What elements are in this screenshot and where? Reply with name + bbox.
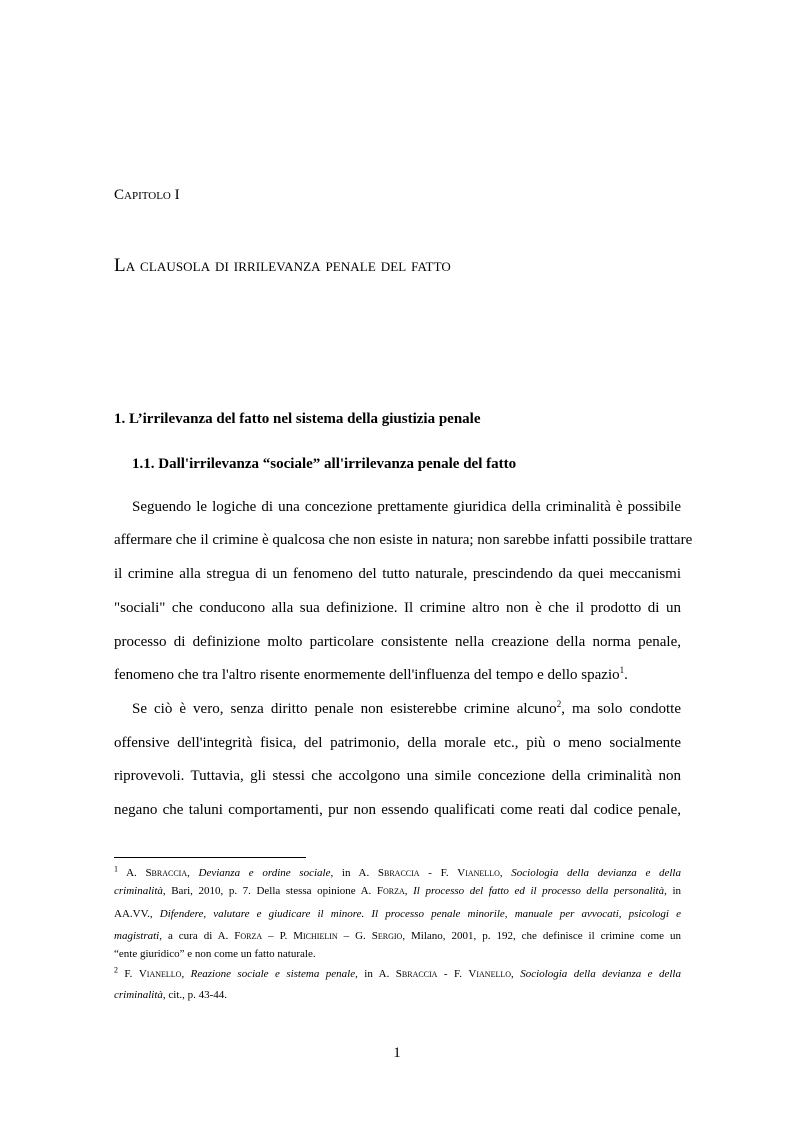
fn1-text: - F. — [419, 867, 458, 879]
footnote-1-line-1 — [114, 866, 681, 880]
paragraph-2-line-1 — [132, 700, 681, 718]
paragraph-2-line-3: riprovevoli. Tuttavia, gli stessi che accolgono una simile concezione della criminalità non — [114, 768, 681, 784]
fn1-author: Sbraccia — [377, 867, 420, 879]
fn2-text: , — [181, 968, 191, 980]
chapter-title: La clausola di irrilevanza penale del fatto — [114, 255, 451, 276]
paragraph-1-line-6-end: . — [624, 667, 628, 683]
fn2-title: criminalità — [114, 989, 163, 1001]
fn1-author: Sergio — [371, 930, 403, 942]
fn1-title: Difendere, valutare e giudicare il minore. Il processo penale minorile, manuale per avvocati, psicologi e — [159, 908, 682, 920]
fn2-text: , — [511, 968, 521, 980]
footnote-ref-1[interactable]: 1 — [619, 665, 625, 675]
fn1-author: Forza — [234, 930, 263, 942]
fn1-author: Vianello — [457, 867, 500, 879]
fn1-title: magistrati — [114, 930, 160, 942]
fn1-title: Devianza e ordine sociale — [198, 867, 331, 879]
fn1-author: Michielin — [293, 930, 338, 942]
fn1-text: , Milano, 2001, p. 192, che definisce il crimine come un — [402, 930, 681, 942]
paragraph-1-line-6 — [114, 666, 681, 684]
section-heading: 1. L’irrilevanza del fatto nel sistema della giustizia penale — [114, 411, 481, 427]
page-number: 1 — [393, 1045, 401, 1061]
footnote-1-line-3 — [114, 907, 681, 921]
footnote-2-number: 2 — [114, 965, 118, 975]
fn2-text: , in A. — [355, 968, 396, 980]
fn1-text: , in A. — [330, 867, 378, 879]
paragraph-2-line-4: negano che taluni comportamenti, pur non essendo qualificati come reati dal codice penale, — [114, 802, 681, 818]
fn2-author: Vianello — [468, 968, 512, 980]
paragraph-1-line-5: processo di definizione molto particolare consistente nella creazione della norma penale, — [114, 634, 681, 650]
fn1-text: , in — [664, 885, 682, 897]
fn1-text: – G. — [337, 930, 372, 942]
paragraph-2-line-1-text: Se ciò è vero, senza diritto penale non esisterebbe crimine alcuno — [132, 701, 557, 717]
paragraph-2-line-1-end: , ma solo condotte — [561, 701, 681, 717]
footnote-2-line-2 — [114, 988, 681, 1002]
paragraph-1-line-1: Seguendo le logiche di una concezione prettamente giuridica della criminalità è possibile — [132, 499, 681, 515]
fn2-title: Reazione sociale e sistema penale — [190, 968, 356, 980]
fn1-text: , — [499, 867, 512, 879]
footnote-ref-2[interactable]: 2 — [556, 699, 562, 709]
fn1-text: , — [404, 885, 414, 897]
footnote-1-line-4 — [114, 929, 681, 943]
footnote-separator — [114, 857, 306, 858]
fn1-text: , a cura di A. — [159, 930, 235, 942]
footnote-1-line-5 — [114, 947, 681, 961]
fn1-text: “ente giuridico” e non come un fatto naturale. — [114, 948, 316, 960]
fn1-text: , — [187, 867, 199, 879]
fn1-text: A. — [118, 867, 146, 879]
fn2-title: Sociologia della devianza e della — [520, 968, 681, 980]
fn1-title: criminalità — [114, 885, 163, 897]
paragraph-2-line-2: offensive dell'integrità fisica, del patrimonio, della morale etc., più o meno socialmente — [114, 735, 681, 751]
paragraph-1-line-6-text: fenomeno che tra l'altro risente enormemente dell'influenza del tempo e dello spazio — [114, 667, 620, 683]
footnote-1-line-2 — [114, 884, 681, 898]
footnote-2-line-1 — [114, 967, 681, 981]
fn1-text: – P. — [262, 930, 294, 942]
fn2-text: F. — [118, 968, 139, 980]
paragraph-1-line-2: affermare che il crimine è qualcosa che non esiste in natura; non sarebbe infatti possibile trattare — [114, 532, 693, 548]
subsection-heading: 1.1. Dall'irrilevanza “sociale” all'irrilevanza penale del fatto — [132, 456, 517, 472]
fn1-title: Il processo del fatto ed il processo della personalità — [413, 885, 665, 897]
paragraph-1-line-4: "sociali" che conducono alla sua definizione. Il crimine altro non è che il prodotto di un — [114, 600, 681, 616]
fn2-author: Vianello — [138, 968, 182, 980]
footnote-1-number: 1 — [114, 864, 118, 874]
fn2-author: Sbraccia — [395, 968, 438, 980]
fn1-title: Sociologia della devianza e della — [511, 867, 681, 879]
chapter-label: Capitolo I — [114, 187, 180, 203]
fn1-author: Forza — [376, 885, 405, 897]
fn2-text: , cit., p. 43-44. — [162, 989, 228, 1001]
fn1-text: AA.VV., — [114, 908, 160, 920]
fn2-text: - F. — [437, 968, 469, 980]
paragraph-1-line-3: il crimine alla stregua di un fenomeno del tutto naturale, prescindendo da quei meccanismi — [114, 566, 681, 582]
fn1-author: Sbraccia — [145, 867, 188, 879]
fn1-text: , Bari, 2010, p. 7. Della stessa opinione A. — [162, 885, 377, 897]
